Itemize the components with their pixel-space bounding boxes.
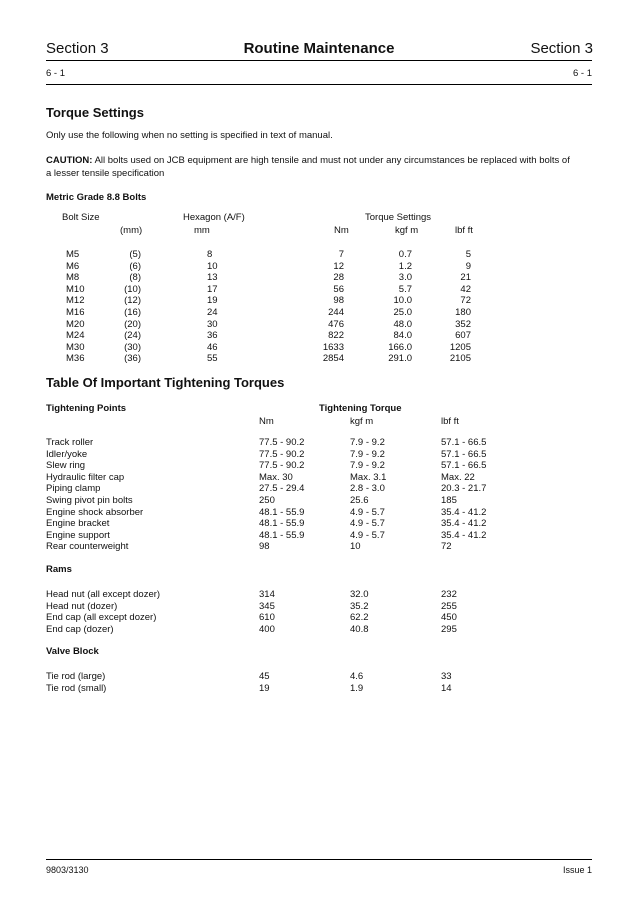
cell-mm: (10) bbox=[124, 283, 141, 295]
cell-name: Rear counterweight bbox=[46, 541, 129, 553]
cell-name: Hydraulic filter cap bbox=[46, 471, 125, 483]
col-torque-settings: Torque Settings bbox=[365, 212, 432, 223]
important-table-header bbox=[0, 403, 638, 415]
cell-kgf: 7.9 - 9.2 bbox=[350, 448, 385, 460]
cell-name: Track roller bbox=[46, 437, 94, 448]
rams-row bbox=[0, 624, 638, 636]
cell-hex: 8 bbox=[207, 249, 213, 260]
cell-kgf: 10 bbox=[350, 541, 361, 553]
cell-lbf: 35.4 - 41.2 bbox=[441, 506, 487, 518]
cell-nm: 345 bbox=[259, 600, 275, 612]
section-label-left: Section 3 bbox=[46, 40, 109, 57]
metric-grade-title: Metric Grade 8.8 Bolts bbox=[46, 192, 147, 203]
cell-kgf: 32.0 bbox=[350, 589, 369, 600]
cell-kgf: 1.2 bbox=[398, 260, 412, 272]
cell-nm: 244 bbox=[328, 307, 344, 318]
page-title: Routine Maintenance bbox=[243, 40, 395, 57]
cell-lbf: 57.1 - 66.5 bbox=[441, 448, 487, 460]
cell-lbf: 255 bbox=[441, 600, 457, 612]
cell-kgf: 7.9 - 9.2 bbox=[350, 437, 385, 448]
cell-nm: 48.1 - 55.9 bbox=[259, 506, 305, 518]
cell-lbf: 72 bbox=[441, 541, 452, 553]
cell-name: Head nut (dozer) bbox=[46, 600, 118, 612]
cell-size: M8 bbox=[66, 272, 80, 284]
page-number-right: 6 - 1 bbox=[572, 68, 592, 79]
col-tightening-points: Tightening Points bbox=[46, 403, 127, 414]
cell-nm: 476 bbox=[328, 318, 344, 330]
header-rule bbox=[46, 60, 592, 61]
cell-nm: 27.5 - 29.4 bbox=[259, 483, 305, 495]
cell-lbf: 57.1 - 66.5 bbox=[441, 460, 487, 472]
cell-name: End cap (dozer) bbox=[46, 623, 114, 635]
cell-kgf: 10.0 bbox=[393, 295, 412, 307]
intro-text: Only use the following when no setting is specified in text of manual. bbox=[46, 130, 333, 141]
cell-name: Idler/yoke bbox=[46, 448, 88, 460]
cell-kgf: 4.6 bbox=[350, 671, 364, 682]
torque-row bbox=[0, 530, 638, 542]
cell-lbf: Max. 22 bbox=[441, 471, 475, 483]
cell-mm: (36) bbox=[124, 353, 141, 365]
cell-kgf: 84.0 bbox=[393, 330, 412, 342]
cell-kgf: 166.0 bbox=[388, 341, 412, 353]
cell-lbf: 35.4 - 41.2 bbox=[441, 518, 487, 530]
torque-row bbox=[0, 449, 638, 461]
col-lbf: lbf ft bbox=[455, 225, 473, 236]
cell-kgf: 62.2 bbox=[350, 612, 369, 624]
cell-lbf: 2105 bbox=[449, 353, 471, 365]
issue-number: Issue 1 bbox=[562, 865, 592, 875]
cell-size: M20 bbox=[66, 318, 85, 330]
metric-table-row bbox=[0, 295, 638, 307]
caution-text-line2: a lesser tensile specification bbox=[46, 168, 165, 179]
col-kgf: kgf m bbox=[350, 416, 374, 427]
cell-mm: (5) bbox=[129, 249, 141, 260]
valve-block-heading bbox=[0, 646, 638, 658]
torque-row bbox=[0, 541, 638, 553]
cell-kgf: 40.8 bbox=[350, 623, 369, 635]
metric-table-row bbox=[0, 284, 638, 296]
col-lbf: lbf ft bbox=[441, 416, 459, 427]
cell-lbf: 450 bbox=[441, 612, 457, 624]
cell-hex: 36 bbox=[207, 330, 218, 342]
cell-name: Engine shock absorber bbox=[46, 506, 144, 518]
cell-size: M10 bbox=[66, 283, 85, 295]
cell-name: Tie rod (large) bbox=[46, 671, 106, 682]
document-number: 9803/3130 bbox=[46, 865, 89, 875]
cell-hex: 10 bbox=[207, 260, 218, 272]
cell-kgf: 25.0 bbox=[393, 307, 412, 318]
cell-lbf: 180 bbox=[455, 307, 471, 318]
cell-lbf: 14 bbox=[441, 682, 452, 694]
important-table-subheader bbox=[0, 416, 638, 428]
cell-size: M36 bbox=[66, 353, 85, 365]
footer-rule bbox=[46, 859, 592, 860]
col-nm: Nm bbox=[259, 416, 274, 427]
cell-kgf: 48.0 bbox=[393, 318, 412, 330]
cell-hex: 30 bbox=[207, 318, 218, 330]
cell-hex: 55 bbox=[207, 353, 218, 365]
torque-row bbox=[0, 507, 638, 519]
cell-kgf: Max. 3.1 bbox=[350, 471, 387, 483]
cell-nm: 48.1 - 55.9 bbox=[259, 518, 305, 530]
valve-block-heading-label: Valve Block bbox=[46, 646, 99, 657]
col-kgf: kgf m bbox=[395, 225, 419, 236]
col-hex-mm: mm bbox=[194, 225, 210, 236]
cell-kgf: 4.9 - 5.7 bbox=[350, 529, 385, 541]
cell-kgf: 25.6 bbox=[350, 495, 369, 506]
torque-row bbox=[0, 495, 638, 507]
cell-nm: 77.5 - 90.2 bbox=[259, 448, 305, 460]
important-torques-title: Table Of Important Tightening Torques bbox=[46, 375, 285, 390]
cell-mm: (20) bbox=[124, 318, 141, 330]
cell-lbf: 20.3 - 21.7 bbox=[441, 483, 487, 495]
cell-kgf: 7.9 - 9.2 bbox=[350, 460, 385, 472]
cell-nm: 610 bbox=[259, 612, 275, 624]
cell-lbf: 9 bbox=[465, 260, 471, 272]
cell-kgf: 0.7 bbox=[398, 249, 412, 260]
cell-size: M30 bbox=[66, 341, 85, 353]
cell-lbf: 42 bbox=[460, 283, 471, 295]
col-nm: Nm bbox=[334, 225, 349, 236]
torque-row bbox=[0, 460, 638, 472]
cell-kgf: 4.9 - 5.7 bbox=[350, 506, 385, 518]
cell-lbf: 607 bbox=[455, 330, 471, 342]
col-tightening-torque: Tightening Torque bbox=[319, 403, 402, 414]
metric-table-row bbox=[0, 319, 638, 331]
rams-row bbox=[0, 589, 638, 601]
cell-lbf: 185 bbox=[441, 495, 457, 506]
cell-name: Piping clamp bbox=[46, 483, 101, 495]
col-hexagon: Hexagon (A/F) bbox=[183, 212, 245, 223]
cell-nm: 28 bbox=[333, 272, 344, 284]
cell-lbf: 35.4 - 41.2 bbox=[441, 529, 487, 541]
cell-size: M5 bbox=[66, 249, 80, 260]
cell-nm: 822 bbox=[328, 330, 344, 342]
cell-name: Tie rod (small) bbox=[46, 682, 107, 694]
torque-row bbox=[0, 437, 638, 449]
metric-table-row bbox=[0, 249, 638, 261]
torque-settings-title: Torque Settings bbox=[46, 105, 144, 120]
rams-row bbox=[0, 601, 638, 613]
metric-table-row bbox=[0, 272, 638, 284]
cell-name: End cap (all except dozer) bbox=[46, 612, 157, 624]
metric-table-row bbox=[0, 342, 638, 354]
torque-row bbox=[0, 483, 638, 495]
cell-kgf: 3.0 bbox=[398, 272, 412, 284]
cell-nm: 314 bbox=[259, 589, 275, 600]
cell-mm: (6) bbox=[129, 260, 141, 272]
metric-table-row bbox=[0, 353, 638, 365]
cell-name: Swing pivot pin bolts bbox=[46, 495, 133, 506]
metric-table-row bbox=[0, 330, 638, 342]
cell-mm: (8) bbox=[129, 272, 141, 284]
cell-nm: 19 bbox=[259, 682, 270, 694]
cell-kgf: 2.8 - 3.0 bbox=[350, 483, 385, 495]
caution-label: CAUTION: bbox=[46, 155, 93, 166]
metric-table-row bbox=[0, 261, 638, 273]
cell-kgf: 291.0 bbox=[388, 353, 412, 365]
cell-mm: (12) bbox=[124, 295, 141, 307]
subheader-rule bbox=[46, 84, 592, 85]
rams-heading bbox=[0, 564, 638, 576]
cell-name: Engine support bbox=[46, 529, 110, 541]
cell-kgf: 5.7 bbox=[398, 283, 412, 295]
cell-name: Slew ring bbox=[46, 460, 86, 472]
caution-text: CAUTION: All bolts used on JCB equipment are high tensile and must not under any circumstances be replaced with bolts of bbox=[46, 155, 570, 166]
cell-kgf: 35.2 bbox=[350, 600, 369, 612]
torque-row bbox=[0, 518, 638, 530]
cell-kgf: 4.9 - 5.7 bbox=[350, 518, 385, 530]
metric-table-header bbox=[0, 212, 638, 224]
metric-table-subheader bbox=[0, 225, 638, 237]
cell-nm: Max. 30 bbox=[259, 471, 293, 483]
cell-nm: 400 bbox=[259, 623, 275, 635]
cell-nm: 250 bbox=[259, 495, 275, 506]
rams-heading-label: Rams bbox=[46, 564, 72, 575]
cell-lbf: 5 bbox=[465, 249, 471, 260]
cell-name: Head nut (all except dozer) bbox=[46, 589, 161, 600]
metric-table-row bbox=[0, 307, 638, 319]
cell-lbf: 72 bbox=[460, 295, 471, 307]
cell-nm: 77.5 - 90.2 bbox=[259, 460, 305, 472]
cell-name: Engine bracket bbox=[46, 518, 110, 530]
cell-nm: 1633 bbox=[322, 341, 344, 353]
cell-size: M24 bbox=[66, 330, 85, 342]
cell-lbf: 1205 bbox=[449, 341, 471, 353]
cell-lbf: 57.1 - 66.5 bbox=[441, 437, 487, 448]
cell-nm: 45 bbox=[259, 671, 270, 682]
cell-size: M12 bbox=[66, 295, 85, 307]
torque-row bbox=[0, 472, 638, 484]
cell-nm: 98 bbox=[333, 295, 344, 307]
cell-nm: 2854 bbox=[322, 353, 344, 365]
cell-nm: 12 bbox=[333, 260, 344, 272]
page-number-left: 6 - 1 bbox=[46, 68, 66, 79]
cell-hex: 24 bbox=[207, 307, 218, 318]
cell-lbf: 295 bbox=[441, 623, 457, 635]
col-bolt-size: Bolt Size bbox=[62, 212, 100, 223]
cell-nm: 77.5 - 90.2 bbox=[259, 437, 305, 448]
cell-lbf: 21 bbox=[460, 272, 471, 284]
valve-row bbox=[0, 683, 638, 695]
cell-lbf: 232 bbox=[441, 589, 457, 600]
cell-mm: (30) bbox=[124, 341, 141, 353]
cell-size: M6 bbox=[66, 260, 80, 272]
cell-kgf: 1.9 bbox=[350, 682, 364, 694]
valve-row bbox=[0, 671, 638, 683]
cell-size: M16 bbox=[66, 307, 85, 318]
cell-lbf: 33 bbox=[441, 671, 452, 682]
section-label-right: Section 3 bbox=[530, 40, 593, 57]
cell-mm: (16) bbox=[124, 307, 141, 318]
cell-nm: 98 bbox=[259, 541, 270, 553]
cell-hex: 17 bbox=[207, 283, 218, 295]
cell-nm: 7 bbox=[338, 249, 344, 260]
cell-hex: 13 bbox=[207, 272, 218, 284]
cell-nm: 56 bbox=[333, 283, 344, 295]
cell-hex: 19 bbox=[207, 295, 218, 307]
cell-lbf: 352 bbox=[455, 318, 471, 330]
cell-hex: 46 bbox=[207, 341, 218, 353]
cell-mm: (24) bbox=[124, 330, 141, 342]
rams-row bbox=[0, 612, 638, 624]
col-mm: (mm) bbox=[120, 225, 143, 236]
cell-nm: 48.1 - 55.9 bbox=[259, 529, 305, 541]
